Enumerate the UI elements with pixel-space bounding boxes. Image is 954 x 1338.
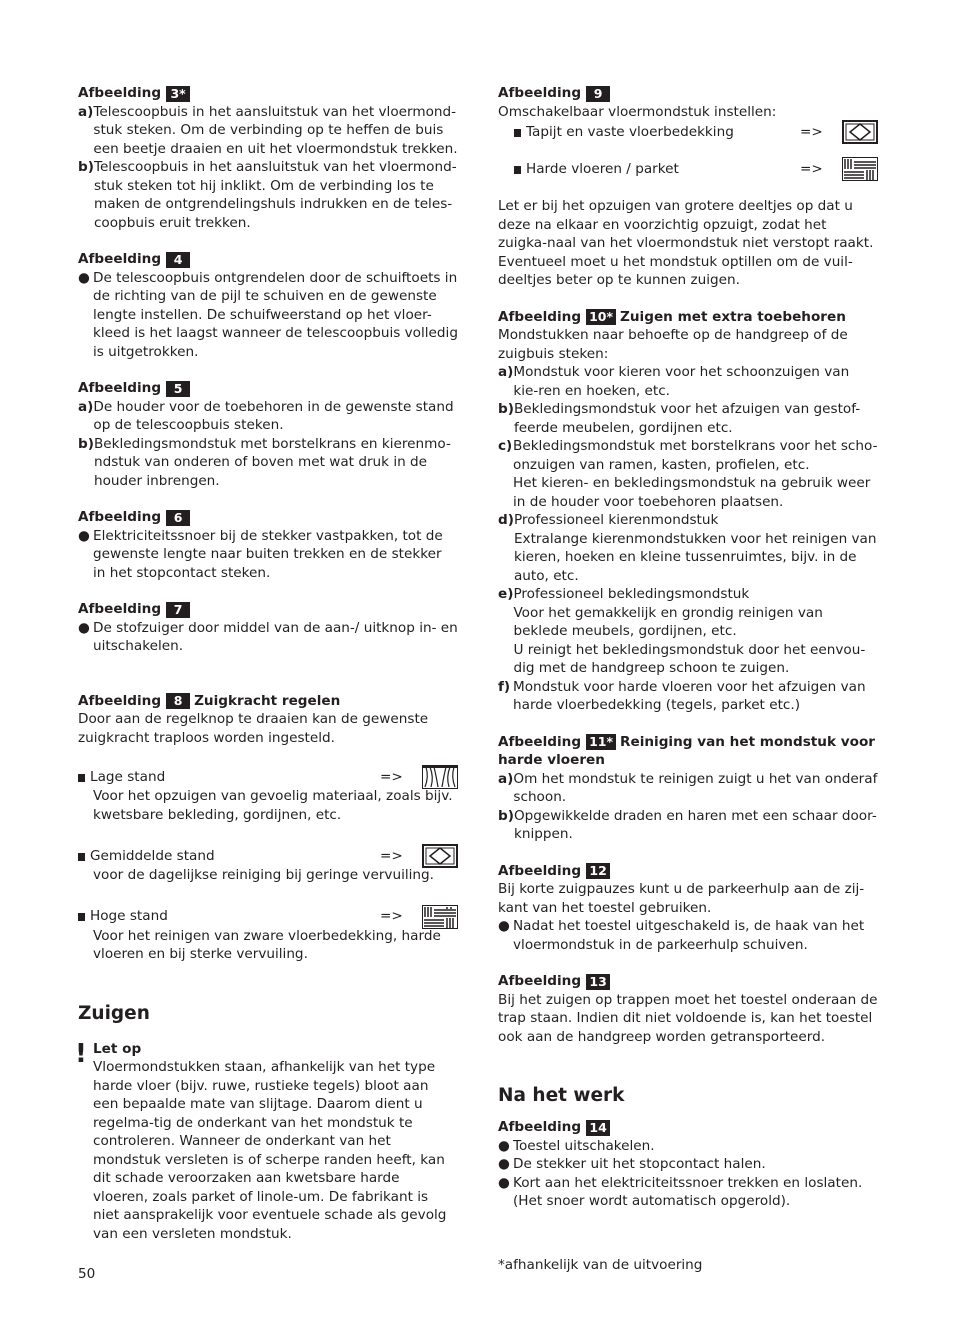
item-text: Nadat het toestel uitgeschakeld is, de haak van het vloermondstuk in de parkeerhulp schuiven. (513, 918, 865, 953)
fig-label: Afbeelding (78, 380, 162, 396)
square-bullet-icon (78, 853, 85, 861)
item-marker: a) (78, 398, 94, 415)
item-marker: a) (78, 103, 94, 120)
list-item (498, 1155, 878, 1174)
fig-number-badge: 9 (586, 86, 610, 102)
item-text: Telescoopbuis in het aansluitstuk van het vloermond-stuk steken. Om de verbinding op te heffen de buis een beetje draaien en uit het vloermondstuk trekken. (93, 103, 458, 157)
fig6-heading (78, 508, 458, 527)
setting-label: Gemiddelde stand (90, 847, 215, 864)
fig-number-badge: 5 (166, 381, 190, 397)
item-extra-text: U reinigt het bekledingsmondstuk door het eenvou-dig met de handgreep schoon te zuigen. (513, 641, 866, 676)
fig-title: Zuigkracht regelen (194, 692, 341, 709)
setting-name (498, 160, 800, 179)
square-bullet-icon (78, 913, 85, 921)
item-marker: a) (498, 770, 514, 787)
fig13-heading (498, 972, 878, 991)
fig3-heading (78, 84, 458, 103)
hard-floor-icon (842, 157, 878, 181)
bullet-marker: ● (498, 1137, 510, 1154)
fig5-heading (78, 379, 458, 398)
fig-label: Afbeelding (498, 1119, 582, 1135)
list-item (498, 1174, 878, 1211)
item-text: Toestel uitschakelen. (513, 1137, 655, 1154)
fig8-heading (78, 692, 458, 711)
item-text: Mondstuk voor harde vloeren voor het afzuigen van harde vloerbedekking (tegels, parket etc.) (513, 678, 866, 713)
paragraph: Bij korte zuigpauzes kunt u de parkeerhulp aan de zij-kant van het toestel gebruiken. (498, 881, 865, 916)
setting-label: Harde vloeren / parket (526, 160, 679, 177)
section-heading: Na het werk (498, 1085, 625, 1106)
item-marker: b) (78, 159, 94, 175)
fig14-heading (498, 1118, 878, 1137)
square-bullet-icon (514, 129, 521, 137)
warning-icon: ! (75, 1038, 87, 1069)
fig12-heading (498, 862, 878, 881)
suction-setting-medium (78, 846, 458, 885)
fig-label: Afbeelding (498, 862, 582, 879)
fig-number-badge: 13 (586, 974, 610, 990)
carpet-icon (422, 844, 458, 868)
arrow-text: => (380, 768, 403, 785)
fig-number-badge: 6 (166, 510, 190, 526)
fig-label: Afbeelding (498, 733, 582, 750)
paragraph: Let er bij het opzuigen van grotere deeltjes op dat u deze na elkaar en voorzichtig opzuigt, zodat het zuigka-naal van het vloermondstuk niet verstopt raakt. Eventueel moet u het mondstuk optillen om de vuil-deeltjes beter op te kunnen zuigen. (498, 198, 874, 288)
fig-title-continued: harde vloeren (498, 752, 605, 768)
setting-description: voor de dagelijkse reiniging bij geringe vervuiling. (93, 867, 434, 883)
fig11-heading (498, 733, 878, 752)
item-text: De telescoopbuis ontgrendelen door de schuiftoets in de richting van de pijl te schuiven en de gewenste lengte instellen. De schuifweerstand op het vloer-kleed is het laagst wanneer de telescoopbuis volledig is uitgetrokken. (93, 269, 458, 360)
item-text: Mondstuk voor kieren voor het schoonzuigen van kie-ren en hoeken, etc. (513, 364, 850, 399)
setting-name (78, 907, 380, 926)
list-item (498, 917, 878, 954)
curtain-icon (422, 765, 458, 789)
list-item (78, 527, 458, 583)
setting-name (498, 123, 800, 142)
item-text: Bekledingsmondstuk met borstelkrans voor het scho-onzuigen van ramen, kasten, profielen, etc. (513, 438, 878, 473)
left-column (75, 84, 458, 1243)
setting-description: Voor het opzuigen van gevoelig materiaal, zoals bijv. kwetsbare bekleding, gordijnen, etc. (93, 788, 453, 823)
list-item (78, 619, 458, 656)
item-extra-text: Extralange kierenmondstukken voor het reinigen van kieren, hoeken en kleine tussenruimtes, bijv. in de auto, etc. (513, 530, 877, 584)
fig9-heading (498, 84, 878, 103)
carpet-icon (842, 120, 878, 144)
list-item (498, 585, 878, 678)
item-extra-text: Voor het gemakkelijk en grondig reinigen van beklede meubels, gordijnen, etc. (513, 604, 823, 639)
note-text: Vloermondstukken staan, afhankelijk van het type harde vloer (bijv. ruwe, rustieke tegels) bloot aan een bepaalde mate van slijtage. Daarom dient u regelma-tig de onderkant van het mondstuk te controleren. Wanneer de onderkant van het mondstuk versleten is of scherpe randen heeft, kan dit schade veroorzaken aan kwetsbare harde vloeren, zoals parket of linole-um. De fabrikant is niet aansprakelijk voor eventuele schade als gevolg van een versleten mondstuk. (93, 1059, 447, 1242)
item-text: Bekledingsmondstuk met borstelkrans en kierenmo-ndstuk van onderen of boven met wat druk in de houder inbrengen. (93, 435, 451, 489)
fig-label: Afbeelding (78, 509, 162, 525)
item-text: Professioneel kierenmondstuk (513, 512, 719, 528)
item-text: De houder voor de toebehoren in de gewenste stand op de telescoopbuis steken. (93, 398, 454, 433)
setting-label: Tapijt en vaste vloerbedekking (526, 123, 734, 140)
list-item (498, 678, 878, 715)
floor-setting-carpet (498, 121, 878, 143)
hard-floor-icon (422, 905, 458, 929)
square-bullet-icon (514, 166, 521, 174)
item-marker: a) (498, 364, 514, 380)
paragraph: Bij het zuigen op trappen moet het toestel onderaan de trap staan. Indien dit niet voldoende is, kan het toestel ook aan de handgreep worden getransporteerd. (498, 991, 878, 1045)
setting-description: Voor het reinigen van zware vloerbedekking, harde vloeren en bij sterke vervuiling. (93, 927, 441, 962)
setting-name (78, 768, 380, 787)
list-item (78, 158, 458, 232)
list-item (78, 435, 458, 491)
list-item (498, 1137, 878, 1156)
fig-number-badge: 8 (166, 693, 190, 709)
list-item (78, 103, 458, 159)
list-item (78, 269, 458, 362)
fig-label: Afbeelding (498, 85, 582, 101)
fig-number-badge: 4 (166, 252, 190, 268)
bullet-marker: ● (78, 269, 90, 286)
item-text: De stekker uit het stopcontact halen. (513, 1156, 766, 1172)
item-marker: d) (498, 512, 514, 528)
bullet-marker: ● (498, 1174, 510, 1191)
list-item (498, 400, 878, 437)
fig-label: Afbeelding (498, 973, 582, 989)
arrow-text: => (800, 123, 823, 140)
arrow-text: => (380, 908, 403, 925)
fig-number-badge: 11* (586, 734, 616, 750)
fig-number-badge: 12 (586, 863, 610, 879)
list-item (78, 398, 458, 435)
item-text: Om het mondstuk te reinigen zuigt u het van onderaf schoon. (513, 770, 878, 805)
item-marker: b) (78, 435, 94, 452)
item-text: Opgewikkelde draden en haren met een schaar door-knippen. (513, 807, 877, 842)
list-item (498, 770, 878, 807)
item-marker: e) (498, 586, 514, 602)
fig-title: Zuigen met extra toebehoren (620, 308, 846, 325)
item-text: Bekledingsmondstuk voor het afzuigen van gestof-feerde meubelen, gordijnen etc. (513, 401, 861, 436)
item-text: Kort aan het elektriciteitssnoer trekken en loslaten. (Het snoer wordt automatisch opgerold). (513, 1174, 863, 1209)
list-item (498, 807, 878, 844)
bullet-marker: ● (78, 527, 90, 544)
footnote: *afhankelijk van de uitvoering (498, 1257, 703, 1273)
item-text: Elektriciteitssnoer bij de stekker vastpakken, tot de gewenste lengte naar buiten trekken en de stekker in het stopcontact steken. (93, 527, 443, 581)
fig10-heading (498, 308, 878, 327)
square-bullet-icon (78, 774, 85, 782)
section-heading: Zuigen (78, 1002, 150, 1024)
paragraph: Door aan de regelknop te draaien kan de gewenste zuigkracht traploos worden ingesteld. (78, 711, 429, 746)
floor-setting-hard (498, 158, 878, 180)
fig-label: Afbeelding (78, 692, 162, 709)
item-extra-text: Het kieren- en bekledingsmondstuk na gebruik weer in de houder voor toebehoren plaatsen. (513, 475, 871, 510)
fig7-heading (78, 600, 458, 619)
setting-label: Lage stand (90, 768, 166, 785)
item-marker: b) (498, 807, 514, 824)
item-marker: c) (498, 438, 513, 454)
item-body (513, 585, 878, 678)
arrow-text: => (800, 160, 823, 177)
fig4-heading (78, 250, 458, 269)
paragraph: Omschakelbaar vloermondstuk instellen: (498, 103, 777, 120)
bullet-marker: ● (78, 619, 90, 636)
fig-label: Afbeelding (498, 308, 582, 325)
suction-setting-low (78, 767, 458, 824)
item-body (513, 437, 878, 511)
fig-label: Afbeelding (78, 85, 162, 101)
fig-number-badge: 7 (166, 602, 190, 618)
list-item (498, 511, 878, 585)
page-number: 50 (78, 1266, 96, 1282)
list-item (498, 437, 878, 511)
fig-label: Afbeelding (78, 251, 162, 267)
list-item (498, 363, 878, 400)
item-text: Professioneel bekledingsmondstuk (513, 586, 750, 602)
fig-number-badge: 14 (586, 1120, 610, 1136)
suction-setting-high (78, 907, 458, 964)
right-column (498, 84, 878, 1211)
setting-label: Hoge stand (90, 908, 168, 925)
fig-number-badge: 3* (166, 86, 190, 102)
paragraph: Mondstukken naar behoefte op de handgreep of de zuigbuis steken: (498, 327, 848, 362)
fig-number-badge: 10* (586, 309, 616, 325)
note-title: Let op (93, 1040, 142, 1057)
item-marker: b) (498, 401, 514, 417)
warning-note (75, 1038, 458, 1244)
fig-title: Reiniging van het mondstuk voor (620, 733, 875, 750)
arrow-text: => (380, 847, 403, 864)
item-body (514, 511, 878, 585)
fig-label: Afbeelding (78, 601, 162, 617)
item-marker: f) (498, 678, 511, 695)
item-text: De stofzuiger door middel van de aan-/ uitknop in- en uitschakelen. (93, 619, 458, 654)
setting-name (78, 847, 380, 866)
item-text: Telescoopbuis in het aansluitstuk van het vloermond-stuk steken tot hij inklikt. Om de verbinding los te maken de ontgrendelingshuls indrukken en de teles-coopbuis eruit trekken. (93, 159, 457, 231)
bullet-marker: ● (498, 918, 510, 934)
bullet-marker: ● (498, 1156, 510, 1172)
